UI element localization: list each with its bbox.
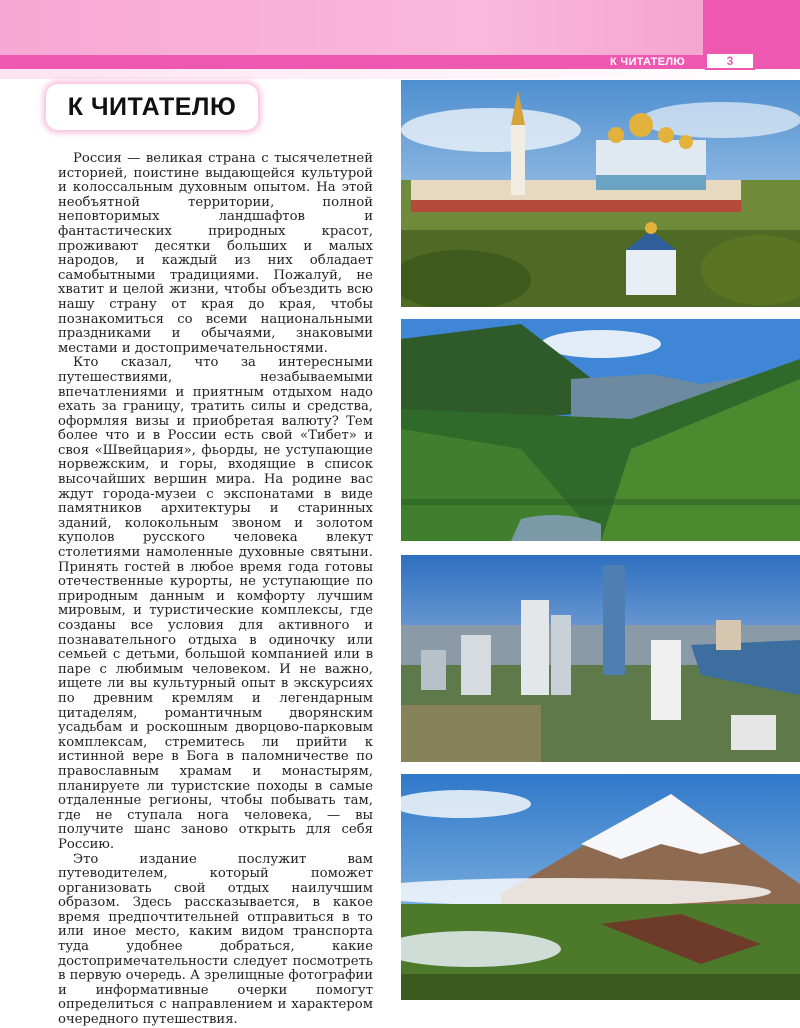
page-number: 3 [705, 52, 755, 70]
running-head: К ЧИТАТЕЛЮ [610, 56, 685, 68]
paragraph: Кто сказал, что за интересными путешествиями, незабываемыми впечатлениями и приятным отдыхом надо ехать за границу, тратить силы и средства, оформляя визы и приобретая валюту? Тем более что и в России есть свой «Тибет» и своя «Швейцария», фьорды, не уступающие норвежским, и горы, входящие в список высочайших вершин мира. На родине вас ждут города-музеи с экспонатами в виде памятников архитектуры и старинных зданий, колокольным звоном и золотом куполов русского человека влекут столетиями намоленные духовные святыни. Принять гостей в любое время года готовы отечественные курорты, не уступающие по природным данным и комфорту лучшим мировым, и туристические комплексы, где созданы все условия для активного и познавательного отдыха в одиночку или семьей с детьми, большой компанией или в паре с любимым человеком. И не важно, ищете ли вы культурный опыт в экскурсиях по древним кремлям и легендарным цитаделям, романтичным дворянским усадьбам и роскошным дворцово-парковым комплексам, стремитесь ли прийти к истинной вере в Бога в паломничестве по православным храмам и монастырям, планируете ли туристские походы в самые отдаленные регионы, чтобы побывать там, где не ступала нога человека, — вы получите шанс заново открыть для себя Россию. [58, 355, 373, 852]
photo-city-skyline-image [401, 555, 800, 762]
photo-volcano [401, 774, 800, 1000]
body-text [58, 152, 373, 1028]
photo-monastery-image [401, 80, 800, 307]
photo-city-skyline [401, 555, 800, 762]
paragraph: Это издание послужит вам путеводителем, который поможет организовать свой отдых наилучшим образом. Здесь рассказывается, в какое время предпочтительней отправиться в то или иное место, каким видом транспорта туда удобнее добраться, какие достопримечательности следует посмотреть в первую очередь. А зрелищные фотографии и информативные очерки помогут определиться с направлением и характером очередного путешествия. [58, 851, 373, 1028]
paragraph: Россия — великая страна с тысячелетней историей, поистине выдающейся культурой и колоссальным духовным опытом. На этой необъятной территории, полной неповторимых ландшафтов и фантастических природных красот, проживают десятки больших и малых народов, и каждый из них обладает самобытными традициями. Пожалуй, не хватит и целой жизни, чтобы объездить всю нашу страну от края до края, чтобы познакомиться со всеми национальными праздниками и обычаями, знаковыми местами и достопримечательностями. [58, 151, 373, 356]
photo-monastery [401, 80, 800, 307]
photo-mountain-forest-image [401, 319, 800, 541]
header-band [0, 0, 800, 55]
page-title: К ЧИТАТЕЛЮ [67, 93, 237, 121]
photo-mountain-forest [401, 319, 800, 541]
header-corner-block [703, 0, 800, 55]
photo-volcano-image [401, 774, 800, 1000]
header-fade [0, 69, 800, 79]
